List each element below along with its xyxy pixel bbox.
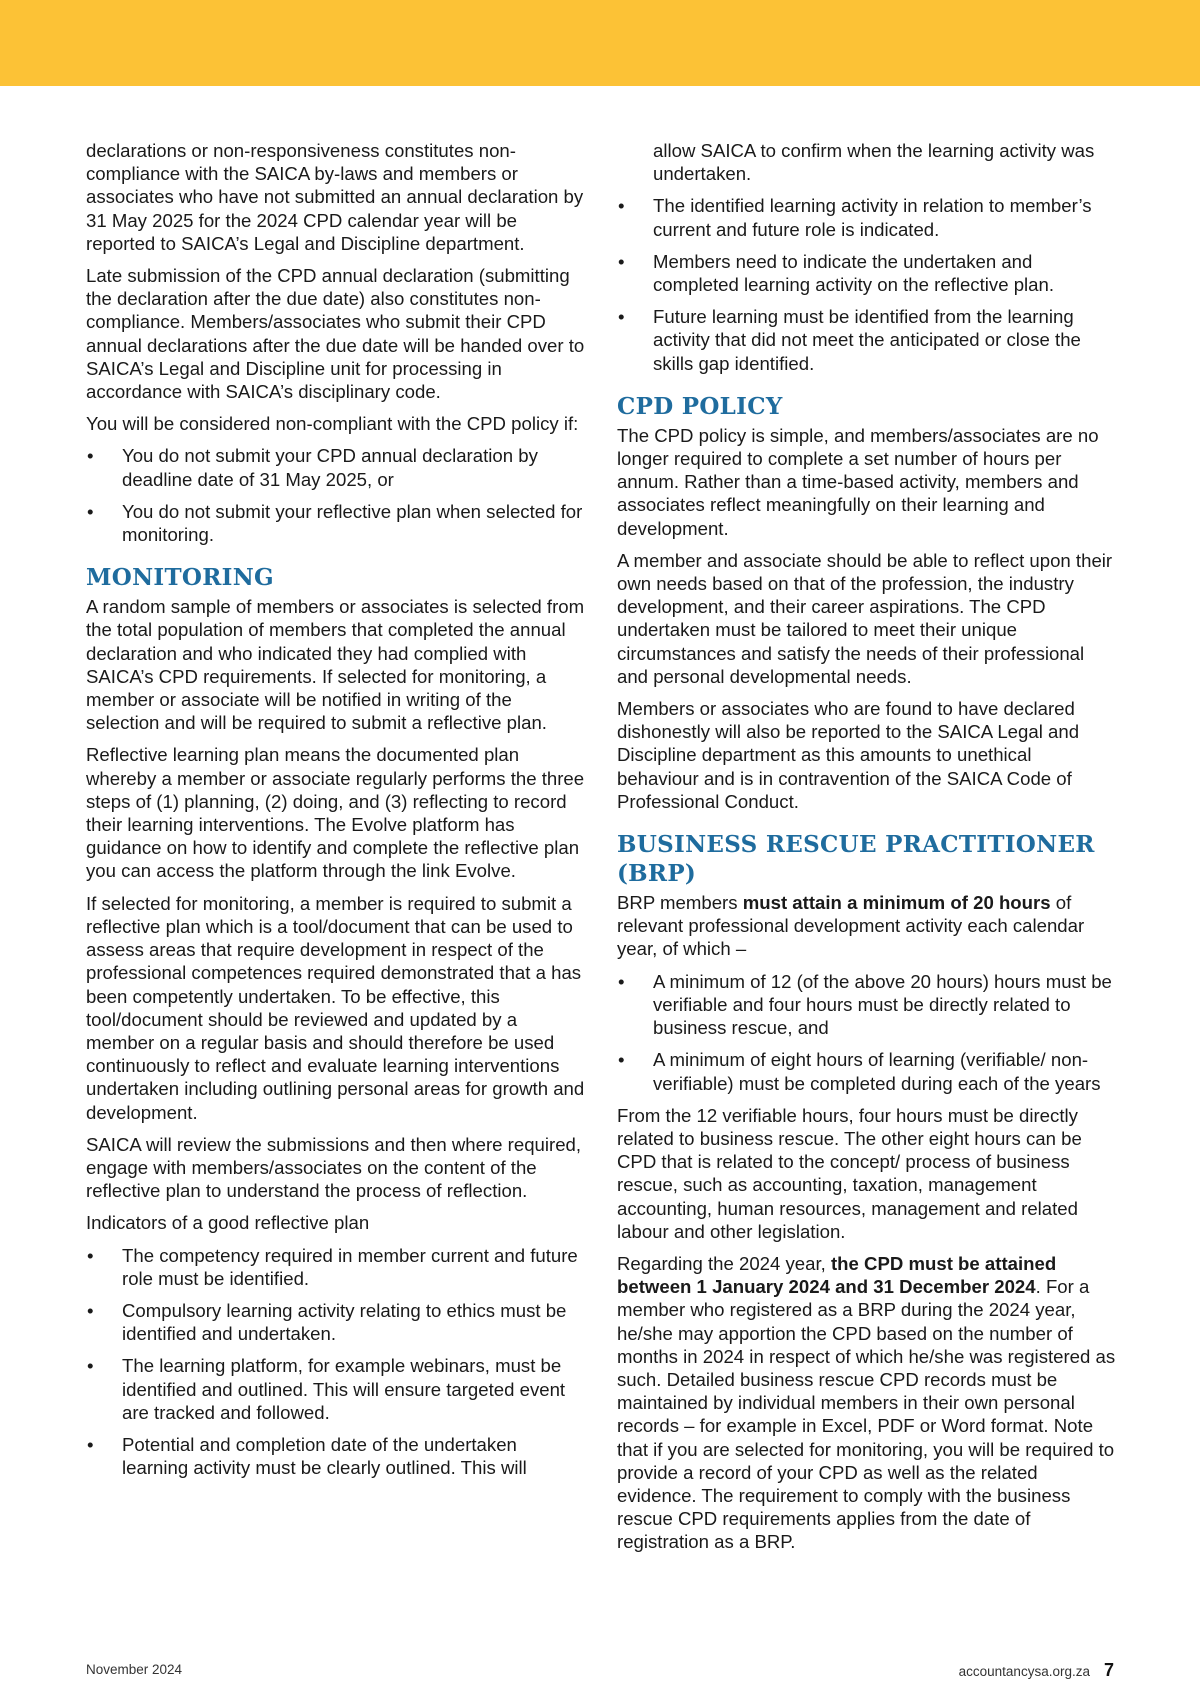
brp-requirements-list	[617, 970, 1117, 1095]
indicators-list-continued	[617, 139, 1117, 375]
brp-heading: BUSINESS RESCUE PRACTITIONER (BRP)	[617, 831, 1095, 888]
list-item: • The competency required in member current and future role must be identified.	[86, 1244, 588, 1290]
list-item-continued	[617, 139, 1117, 185]
paragraph	[617, 1252, 1117, 1554]
footer-url[interactable]: accountancysa.org.za	[958, 1664, 1090, 1679]
bold-text: must attain a minimum of 20 hours	[742, 892, 1051, 914]
paragraph	[617, 891, 1117, 961]
paragraph: A member and associate should be able to reflect upon their own needs based on that of the profession, the industry development, and their career aspirations. The CPD undertaken must be tailored to meet their unique circumstances and satisfy the needs of their professional and personal developmental needs.	[617, 549, 1113, 687]
text: Regarding the 2024 year,	[617, 1252, 831, 1274]
paragraph: If selected for monitoring, a member is required to submit a reflective plan which is a tool/document that can be used to assess areas that require development in respect of the professional competences required demonstrated that a has been competently undertaken. To be effective, this tool/document should be reviewed and updated by a member on a regular basis and should therefore be used continuously to reflect and evaluate learning interventions undertaken including outlining personal areas for growth and development.	[86, 892, 585, 1123]
list-item: • Members need to indicate the undertaken and completed learning activity on the reflective plan.	[617, 250, 1117, 296]
right-column	[617, 139, 1117, 1563]
list-item: • You do not submit your CPD annual declaration by deadline date of 31 May 2025, or	[86, 444, 588, 490]
list-item: • A minimum of 12 (of the above 20 hours) hours must be verifiable and four hours must be directly related to business rescue, and	[617, 970, 1117, 1040]
indicators-list	[86, 1244, 588, 1480]
footer-date: November 2024	[86, 1662, 183, 1677]
list-item: • You do not submit your reflective plan when selected for monitoring.	[86, 500, 588, 546]
paragraph: You will be considered non-compliant with the CPD policy if:	[86, 413, 579, 435]
left-column	[86, 139, 588, 1488]
text: . For a member who registered as a BRP during the 2024 year, he/she may apportion the CPD based on the number of months in 2024 in respect of which he/she was registered as such. Detailed business rescue CPD records must be maintained by individual members in their own personal records – for example in Excel, PDF or Word format. Note that if you are selected for monitoring, you will be required to provide a record of your CPD as well as the related evidence. The requirement to comply with the business rescue CPD requirements applies from the date of registration as a BRP.	[617, 1276, 1116, 1553]
list-item: • A minimum of eight hours of learning (verifiable/ non-verifiable) must be completed during each of the years	[617, 1048, 1117, 1094]
list-item: • The identified learning activity in relation to member’s current and future role is indicated.	[617, 194, 1117, 240]
non-compliance-list	[86, 444, 588, 546]
cpd-policy-heading: CPD POLICY	[617, 392, 783, 420]
list-item-text: allow SAICA to confirm when the learning activity was undertaken.	[653, 140, 1095, 185]
text: BRP members	[617, 892, 743, 914]
monitoring-heading: MONITORING	[86, 564, 274, 592]
bold-text: the CPD must be attained between 1 January 2024 and 31 December 2024	[617, 1252, 1057, 1298]
list-item: • The learning platform, for example webinars, must be identified and outlined. This will ensure targeted event are tracked and followed.	[86, 1354, 588, 1424]
list-item: • Compulsory learning activity relating to ethics must be identified and undertaken.	[86, 1299, 588, 1345]
paragraph: From the 12 verifiable hours, four hours must be directly related to business rescue. The other eight hours can be CPD that is related to the concept/ process of business rescue, such as accounting, taxation, management accounting, human resources, management and related labour and other legislation.	[617, 1104, 1082, 1242]
paragraph: The CPD policy is simple, and members/associates are no longer required to complete a set number of hours per annum. Rather than a time-based activity, members and associates reflect meaningfully on their learning and development.	[617, 424, 1099, 539]
paragraph: Late submission of the CPD annual declaration (submitting the declaration after the due date) also constitutes non-compliance. Members/associates who submit their CPD annual declarations after the due date will be handed over to SAICA’s Legal and Discipline unit for processing in accordance with SAICA’s disciplinary code.	[86, 265, 585, 403]
list-item: • Future learning must be identified from the learning activity that did not meet the anticipated or close the skills gap identified.	[617, 305, 1117, 375]
header-band	[0, 0, 1200, 86]
paragraph: Members or associates who are found to have declared dishonestly will also be reported to the SAICA Legal and Discipline department as this amounts to unethical behaviour and is in contravention of the SAICA Code of Professional Conduct.	[617, 698, 1080, 812]
paragraph: A random sample of members or associates is selected from the total population of members that completed the annual declaration and who indicated they had complied with SAICA’s CPD requirements. If selected for monitoring, a member or associate will be notified in writing of the selection and will be required to submit a reflective plan.	[86, 596, 585, 734]
paragraph: SAICA will review the submissions and then where required, engage with members/associates on the content of the reflective plan to understand the process of reflection.	[86, 1133, 582, 1202]
paragraph: Reflective learning plan means the documented plan whereby a member or associate regularly performs the three steps of (1) planning, (2) doing, and (3) reflecting to record their learning interventions. The Evolve platform has guidance on how to identify and complete the reflective plan you can access the platform through the link Evolve.	[86, 744, 585, 882]
paragraph: declarations or non-responsiveness constitutes non-compliance with the SAICA by-laws and members or associates who have not submitted an annual declaration by 31 May 2025 for the 2024 CPD calendar year will be reported to SAICA’s Legal and Discipline department.	[86, 140, 584, 254]
paragraph: Indicators of a good reflective plan	[86, 1212, 370, 1234]
footer-right	[959, 1660, 1114, 1681]
text: of relevant professional development activity each calendar year, of which –	[617, 892, 1085, 960]
page-number: 7	[1103, 1660, 1114, 1680]
list-item: • Potential and completion date of the undertaken learning activity must be clearly outlined. This will	[86, 1433, 588, 1479]
